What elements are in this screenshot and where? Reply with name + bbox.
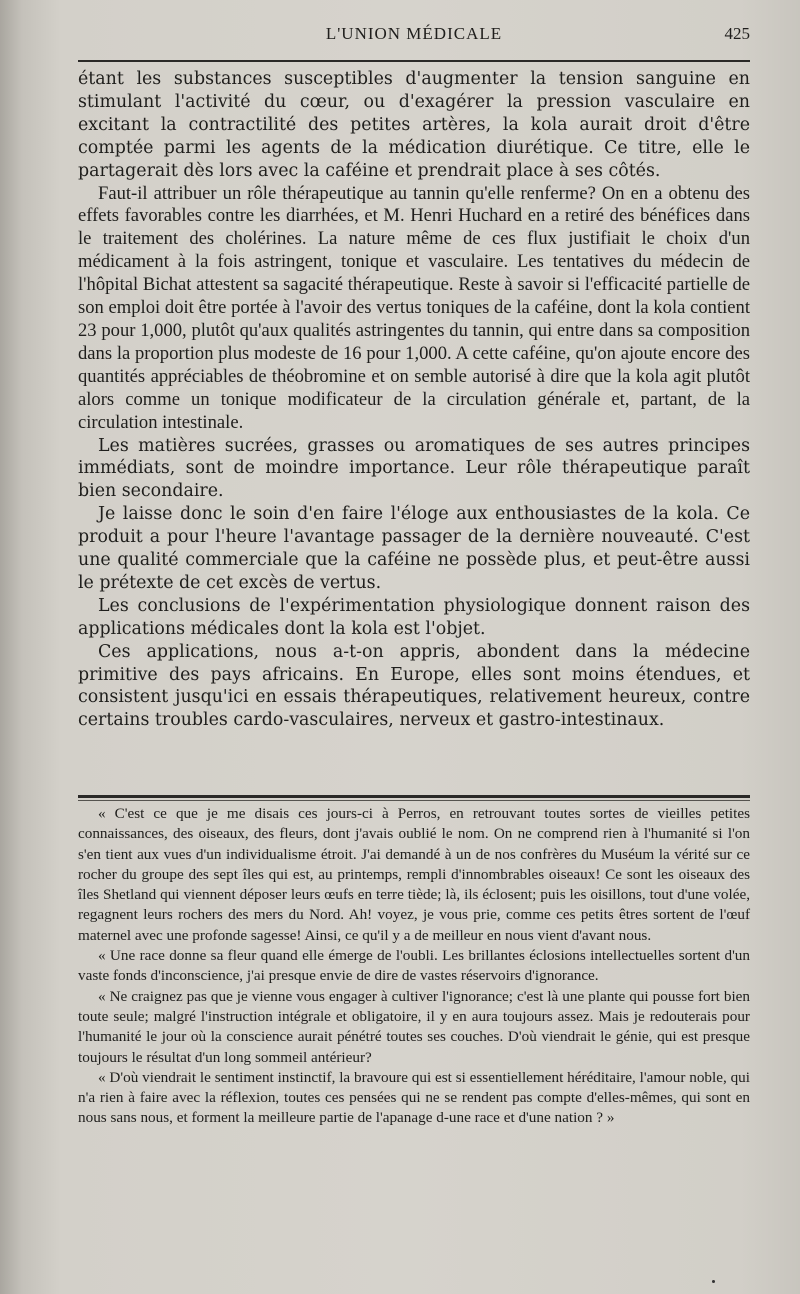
paragraph: Faut-il attribuer un rôle thérapeutique au tannin qu'elle renferme? On en a obtenu des effets favorables contre les diarrhées, et M. Henri Huchard en a retiré des bénéfices dans le traitement des cholérines. La nature même de ces flux justifiait le choix d'un médicament à la fois astringent, tonique et vasculaire. Les tentatives du médecin de l'hôpital Bichat attestent sa sagacité thérapeutique. Reste à savoir si l'efficacité partielle de son emploi doit être portée à l'avoir des vertus toniques de la caféine, dont la kola contient 23 pour 1,000, plutôt qu'aux qualités astringentes du tannin, qui entre dans sa composition dans la proportion plus modeste de 16 pour 1,000. A cette caféine, qu'on ajoute encore des quantités appréciables de théobromine et on semble autorisé à dire que la kola agit plutôt alors comme un tonique modificateur de la circulation générale et, partant, de la circulation intestinale. — [78, 182, 750, 433]
paragraph: Les matières sucrées, grasses ou aromatiques de ses autres principes immédiats, sont de moindre importance. Leur rôle thérapeutique paraît bien secondaire. — [78, 435, 750, 502]
paragraph: étant les substances susceptibles d'augmenter la tension sanguine en stimulant l'activité du cœur, ou d'exagérer la pression vasculaire en excitant la contractilité des petites artères, la kola aurait droit d'être comptée parmi les agents de la médication diurétique. Ce titre, elle le partagerait dès lors avec la caféine et prendrait place à ses côtés. — [78, 69, 750, 181]
print-speck — [712, 1280, 715, 1283]
footnote-rule-thin — [78, 800, 750, 801]
page-number: 425 — [724, 24, 750, 43]
paragraph: Les conclusions de l'expérimentation physiologique donnent raison des applications médicales dont la kola est l'objet. — [78, 595, 750, 639]
footnote-block — [78, 804, 750, 1129]
header-rule — [78, 60, 750, 62]
footnote-paragraph: « Ne craignez pas que je vienne vous engager à cultiver l'ignorance; c'est là une plante qui pousse fort bien toute seule; malgré l'instruction intégrale et obligatoire, il y en aura toujours assez. Mais je redouterais pour l'humanité le jour où la conscience aurait pénétré toutes ses couches. D'où viendrait le génie, qui est presque toujours le résultat d'un long sommeil antérieur? — [78, 987, 750, 1066]
footnote-paragraph: « Une race donne sa fleur quand elle émerge de l'oubli. Les brillantes éclosions intellectuelles sortent d'un vaste fonds d'inconscience, j'ai presque envie de dire de vastes réservoirs d'ignorance. — [78, 947, 750, 985]
footnote-paragraph: « D'où viendrait le sentiment instinctif, la bravoure qui est si essentiellement héréditaire, l'amour noble, qui n'a rien à faire avec la réflexion, toutes ces pensées qui ne se rendent pas compte d'elles-mêmes, qui sont en nous sans nous, et forment la meilleure partie de l'apanage d-une race et d'une nation ? » — [78, 1068, 750, 1127]
page-header — [78, 24, 750, 50]
footnote-paragraph: « C'est ce que je me disais ces jours-ci à Perros, en retrouvant toutes sortes de vieilles petites connaissances, des oiseaux, des fleurs, dont j'avais oublié le nom. On ne comprend rien à l'humanité si l'on s'en tient aux vues d'un individualisme étroit. J'ai demandé à un de nos confrères du Muséum la vérité sur ce rocher du groupe des sept îles qui est, au printemps, rempli d'innombrables oiseaux! Ce sont les oiseaux des îles Shetland qui viennent déposer leurs œufs en terre tiède; là, ils éclosent; puis les oisillons, tout d'une volée, regagnent leurs rochers des mers du Nord. Ah! voyez, je vous prie, comme ces petits êtres sortent de l'œuf maternel avec une profonde sagesse! Ainsi, ce qu'il y a de meilleur en nous vient d'avant nous. — [78, 805, 750, 944]
paragraph: Ces applications, nous a-t-on appris, abondent dans la médecine primitive des pays africains. En Europe, elles sont moins étendues, et consistent jusqu'ici en essais thérapeutiques, relativement heureux, contre certains troubles cardo-vasculaires, nerveux et gastro-intestinaux. — [78, 641, 750, 731]
footnote-rule — [78, 795, 750, 798]
paragraph: Je laisse donc le soin d'en faire l'éloge aux enthousiastes de la kola. Ce produit a pour l'heure l'avantage passager de la dernière nouveauté. C'est une qualité commerciale que la caféine ne possède plus, et peut-être aussi le prétexte de cet excès de vertus. — [78, 504, 750, 593]
main-text — [78, 68, 750, 732]
running-title: L'UNION MÉDICALE — [325, 24, 503, 43]
